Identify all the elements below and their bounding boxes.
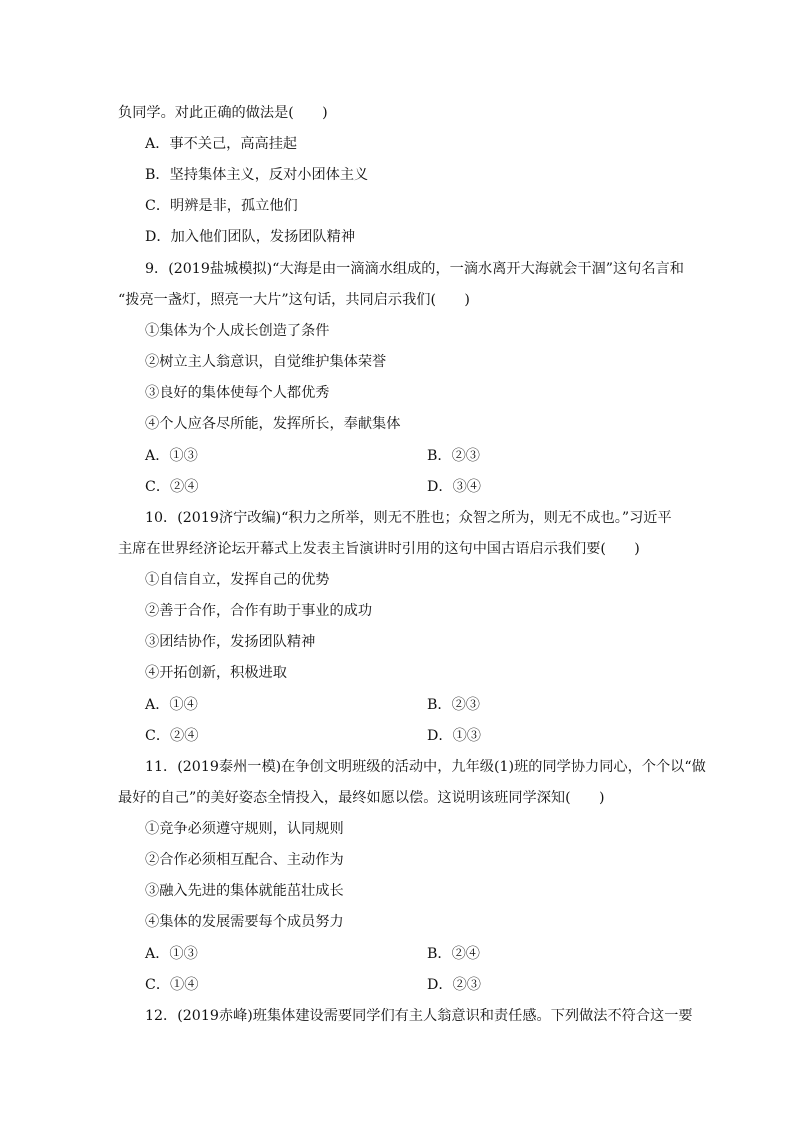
q11-statement-2: ②合作必须相互配合、主动作为 bbox=[145, 852, 344, 868]
q9-stem-line2: “拨亮一盏灯，照亮一大片”这句话，共同启示我们( ) bbox=[118, 292, 470, 308]
q9-option-d: D．③④ bbox=[427, 479, 481, 495]
q11-stem-line2: 最好的自己”的美好姿态全情投入，最终如愿以偿。这说明该班同学深知( ) bbox=[118, 790, 605, 806]
q11-statement-1: ①竞争必须遵守规则，认同规则 bbox=[145, 821, 344, 837]
q10-stem-line1: 10．(2019济宁改编)“积力之所举，则无不胜也；众智之所为，则无不成也。”习近平 bbox=[145, 510, 672, 526]
q10-statement-1: ①自信自立，发挥自己的优势 bbox=[145, 572, 330, 588]
q11-statement-4: ④集体的发展需要每个成员努力 bbox=[145, 914, 344, 930]
q10-statement-3: ③团结协作，发扬团队精神 bbox=[145, 634, 316, 650]
q11-option-d: D．②③ bbox=[427, 977, 481, 993]
q8-option-d: D．加入他们团队，发扬团队精神 bbox=[145, 229, 356, 245]
q10-statement-4: ④开拓创新，积极进取 bbox=[145, 665, 287, 681]
q10-option-a: A．①④ bbox=[145, 697, 198, 713]
q10-stem-line2: 主席在世界经济论坛开幕式上发表主旨演讲时引用的这句中国古语启示我们要( ) bbox=[118, 541, 640, 557]
q12-stem-line1: 12．(2019赤峰)班集体建设需要同学们有主人翁意识和责任感。下列做法不符合这一要 bbox=[145, 1008, 693, 1024]
q8-option-c: C．明辨是非，孤立他们 bbox=[145, 198, 298, 214]
q11-stem-line1: 11．(2019泰州一模)在争创文明班级的活动中，九年级(1)班的同学协力同心，个个以“做 bbox=[145, 759, 706, 775]
q9-stem-line1: 9．(2019盐城模拟)“大海是由一滴滴水组成的，一滴水离开大海就会干涸”这句名言和 bbox=[145, 261, 684, 277]
q10-option-c: C．②④ bbox=[145, 728, 199, 744]
q10-statement-2: ②善于合作，合作有助于事业的成功 bbox=[145, 603, 373, 619]
q11-statement-3: ③融入先进的集体就能茁壮成长 bbox=[145, 883, 344, 899]
q11-option-b: B．②④ bbox=[427, 946, 480, 962]
q9-statement-4: ④个人应各尽所能，发挥所长，奉献集体 bbox=[145, 416, 401, 432]
q8-option-a: A．事不关己，高高挂起 bbox=[145, 136, 298, 152]
q10-option-d: D．①③ bbox=[427, 728, 481, 744]
q9-option-c: C．②④ bbox=[145, 479, 199, 495]
q11-option-a: A．①③ bbox=[145, 946, 198, 962]
q8-stem-tail: 负同学。对此正确的做法是( ) bbox=[118, 105, 328, 121]
q11-option-c: C．①④ bbox=[145, 977, 199, 993]
q9-option-a: A．①③ bbox=[145, 448, 198, 464]
q9-statement-1: ①集体为个人成长创造了条件 bbox=[145, 323, 330, 339]
q10-option-b: B．②③ bbox=[427, 697, 480, 713]
q8-option-b: B．坚持集体主义，反对小团体主义 bbox=[145, 167, 369, 183]
q9-statement-3: ③良好的集体使每个人都优秀 bbox=[145, 385, 330, 401]
q9-statement-2: ②树立主人翁意识，自觉维护集体荣誉 bbox=[145, 354, 387, 370]
q9-option-b: B．②③ bbox=[427, 448, 480, 464]
